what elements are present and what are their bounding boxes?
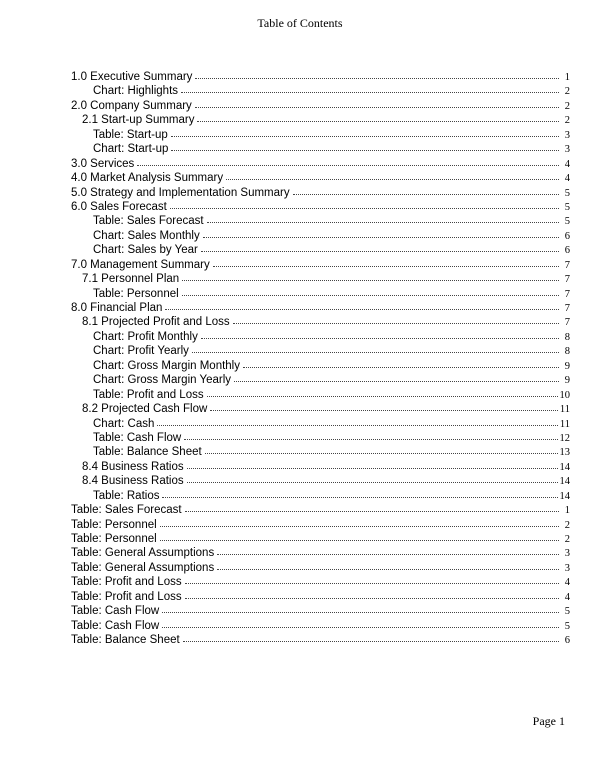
toc-entry-label: 4.0 Market Analysis Summary <box>71 172 224 185</box>
toc-entry-label: 8.1 Projected Profit and Loss <box>82 316 230 329</box>
toc-entry[interactable] <box>71 186 570 200</box>
toc-entry-page-number: 5 <box>564 201 570 213</box>
dot-leader <box>187 481 558 483</box>
dot-leader <box>157 424 558 426</box>
toc-entry-label: Table: Ratios <box>93 489 160 502</box>
toc-entry-page-number: 3 <box>564 129 570 141</box>
toc-entry-page-number: 6 <box>564 245 570 257</box>
toc-entry-page-number: 9 <box>564 360 570 372</box>
toc-entry-page-number: 4 <box>564 173 570 185</box>
toc-entry-page-number: 9 <box>564 375 570 387</box>
toc-entry-label: Table: General Assumptions <box>71 561 215 574</box>
toc-entry-label: 7.1 Personnel Plan <box>82 273 180 286</box>
toc-entry[interactable] <box>71 99 570 113</box>
dot-leader <box>165 308 559 310</box>
toc-entry[interactable] <box>71 243 570 257</box>
toc-entry[interactable] <box>71 359 570 373</box>
toc-entry-page-number: 1 <box>564 505 570 517</box>
toc-entry-label: Chart: Cash <box>93 417 155 430</box>
toc-entry[interactable] <box>71 229 570 243</box>
dot-leader <box>205 452 558 454</box>
toc-entry[interactable] <box>71 373 570 387</box>
dot-leader <box>162 626 559 628</box>
toc-entry[interactable] <box>71 258 570 272</box>
toc-entry[interactable] <box>71 344 570 358</box>
toc-entry-label: Chart: Profit Monthly <box>93 330 198 343</box>
toc-entry[interactable] <box>71 460 570 474</box>
toc-entry-page-number: 2 <box>564 86 570 98</box>
toc-entry-page-number: 4 <box>564 577 570 589</box>
toc-entry-label: Chart: Gross Margin Yearly <box>93 374 232 387</box>
toc-entry[interactable] <box>71 113 570 127</box>
toc-entry-label: Chart: Highlights <box>93 85 179 98</box>
toc-entry-label: Table: Personnel <box>93 287 179 300</box>
toc-entry-page-number: 7 <box>564 288 570 300</box>
toc-entry[interactable] <box>71 417 570 431</box>
toc-entry[interactable] <box>71 142 570 156</box>
toc-entry[interactable] <box>71 330 570 344</box>
toc-entry-page-number: 2 <box>564 115 570 127</box>
toc-entry-label: 8.2 Projected Cash Flow <box>82 403 208 416</box>
toc-entry[interactable] <box>71 546 570 560</box>
toc-entry-label: 8.4 Business Ratios <box>82 475 184 488</box>
toc-entry-page-number: 6 <box>564 230 570 242</box>
toc-entry[interactable] <box>71 518 570 532</box>
toc-entry-label: Chart: Profit Yearly <box>93 345 189 358</box>
dot-leader <box>171 149 559 151</box>
toc-entry[interactable] <box>71 561 570 575</box>
toc-entry-page-number: 11 <box>559 404 570 416</box>
toc-entry-page-number: 2 <box>564 100 570 112</box>
toc-entry-page-number: 5 <box>564 216 570 228</box>
dot-leader <box>213 265 559 267</box>
toc-entry-label: 7.0 Management Summary <box>71 258 210 271</box>
toc-entry-label: Table: Balance Sheet <box>93 446 202 459</box>
toc-entry-page-number: 7 <box>564 317 570 329</box>
toc-entry-page-number: 14 <box>559 461 570 473</box>
toc-entry-page-number: 6 <box>564 635 570 647</box>
toc-entry-page-number: 1 <box>564 72 570 83</box>
toc-entry[interactable] <box>71 575 570 589</box>
toc-entry[interactable] <box>71 431 570 445</box>
dot-leader <box>183 640 559 642</box>
toc-entry-label: Chart: Sales Monthly <box>93 229 200 242</box>
toc-entry-label: Table: Profit and Loss <box>71 576 182 589</box>
toc-entry-label: Table: General Assumptions <box>71 547 215 560</box>
dot-leader <box>243 366 559 368</box>
toc-entry-page-number: 14 <box>559 490 570 502</box>
toc-entry[interactable] <box>71 445 570 459</box>
toc-entry-page-number: 8 <box>564 331 570 343</box>
toc-entry-label: 2.0 Company Summary <box>71 99 192 112</box>
toc-entry[interactable] <box>71 287 570 301</box>
toc-entry-page-number: 3 <box>564 144 570 156</box>
dot-leader <box>162 611 559 613</box>
toc-entry[interactable] <box>71 301 570 315</box>
dot-leader <box>195 77 559 79</box>
toc-entry-label: Table: Cash Flow <box>71 619 160 632</box>
toc-entry-page-number: 5 <box>564 606 570 618</box>
toc-entry-page-number: 14 <box>559 476 570 488</box>
toc-entry-page-number: 11 <box>559 418 570 430</box>
dot-leader <box>217 568 559 570</box>
toc-entry-label: 6.0 Sales Forecast <box>71 200 167 213</box>
toc-entry-label: Chart: Gross Margin Monthly <box>93 359 240 372</box>
toc-entry-page-number: 8 <box>564 346 570 358</box>
dot-leader <box>293 193 559 195</box>
toc-entry[interactable] <box>71 619 570 633</box>
dot-leader <box>185 582 559 584</box>
toc-entry[interactable] <box>71 590 570 604</box>
dot-leader <box>203 236 559 238</box>
toc-entry-label: Table: Personnel <box>71 533 157 545</box>
dot-leader <box>217 553 559 555</box>
toc-entry-page-number: 5 <box>564 187 570 199</box>
dot-leader <box>184 438 557 440</box>
dot-leader <box>197 120 559 122</box>
toc-entry-label: 8.0 Financial Plan <box>71 302 163 314</box>
toc-entry[interactable] <box>71 200 570 214</box>
dot-leader <box>160 539 559 541</box>
dot-leader <box>182 279 559 281</box>
dot-leader <box>160 525 559 527</box>
toc-entry[interactable] <box>71 171 570 185</box>
toc-entry-page-number: 10 <box>559 389 570 401</box>
toc-entry-label: 8.4 Business Ratios <box>82 460 184 473</box>
dot-leader <box>170 207 559 209</box>
toc-entry-label: 5.0 Strategy and Implementation Summary <box>71 186 290 199</box>
toc-entry-label: Table: Balance Sheet <box>71 634 180 647</box>
toc-entry[interactable] <box>71 70 570 84</box>
toc-entry-page-number: 7 <box>564 274 570 286</box>
toc-entry-label: Table: Cash Flow <box>93 431 182 444</box>
dot-leader <box>210 409 558 411</box>
dot-leader <box>201 337 559 339</box>
toc-entry-page-number: 3 <box>564 548 570 560</box>
dot-leader <box>233 322 559 324</box>
dot-leader <box>207 221 559 223</box>
toc-entry-label: Chart: Start-up <box>93 143 169 156</box>
dot-leader <box>137 164 559 166</box>
dot-leader <box>162 496 557 498</box>
toc-entry-label: Table: Cash Flow <box>71 605 160 618</box>
toc-entry-label: Table: Sales Forecast <box>71 504 182 517</box>
dot-leader <box>181 91 559 93</box>
toc-entry-page-number: 7 <box>564 259 570 271</box>
dot-leader <box>195 106 559 108</box>
toc-entry-label: Table: Profit and Loss <box>93 388 204 401</box>
toc-entry-label: Table: Profit and Loss <box>71 590 182 603</box>
toc-entry-label: Chart: Sales by Year <box>93 244 198 257</box>
toc-entry[interactable] <box>71 157 570 171</box>
toc-entry[interactable] <box>71 503 570 517</box>
toc-entry[interactable] <box>71 272 570 286</box>
dot-leader <box>207 395 558 397</box>
page-title: Table of Contents <box>257 16 343 30</box>
toc-entry[interactable] <box>71 214 570 228</box>
toc-entry-page-number: 4 <box>564 591 570 603</box>
toc-entry[interactable] <box>71 532 570 546</box>
dot-leader <box>182 294 559 296</box>
dot-leader <box>234 380 559 382</box>
toc-entry-label: Table: Personnel <box>71 518 157 531</box>
toc-entry-page-number: 7 <box>564 303 570 314</box>
toc-entry[interactable] <box>71 474 570 488</box>
toc-entry[interactable] <box>71 633 570 647</box>
toc-entry-page-number: 2 <box>564 519 570 531</box>
toc-entry-label: Table: Start-up <box>93 128 168 141</box>
toc-entry-label: Table: Sales Forecast <box>93 215 204 228</box>
dot-leader <box>201 250 559 252</box>
page-number: Page 1 <box>532 714 565 728</box>
dot-leader <box>185 597 559 599</box>
toc-entry-page-number: 12 <box>559 432 570 444</box>
toc-entry[interactable] <box>71 489 570 503</box>
toc-entry-page-number: 5 <box>564 620 570 632</box>
dot-leader <box>171 135 559 137</box>
toc-entry[interactable] <box>71 402 570 416</box>
toc-entry-page-number: 13 <box>559 447 570 459</box>
toc-entry-label: 1.0 Executive Summary <box>71 71 193 83</box>
table-of-contents <box>71 70 570 648</box>
toc-entry[interactable] <box>71 388 570 402</box>
dot-leader <box>185 510 559 512</box>
toc-entry-page-number: 4 <box>564 158 570 170</box>
toc-entry-page-number: 2 <box>564 534 570 545</box>
dot-leader <box>187 467 558 469</box>
toc-entry-page-number: 3 <box>564 562 570 574</box>
dot-leader <box>192 351 559 353</box>
toc-entry[interactable] <box>71 128 570 142</box>
toc-entry[interactable] <box>71 84 570 98</box>
toc-entry-label: 2.1 Start-up Summary <box>82 114 195 127</box>
toc-entry[interactable] <box>71 604 570 618</box>
dot-leader <box>226 178 559 180</box>
toc-entry-label: 3.0 Services <box>71 157 135 170</box>
toc-entry[interactable] <box>71 315 570 329</box>
